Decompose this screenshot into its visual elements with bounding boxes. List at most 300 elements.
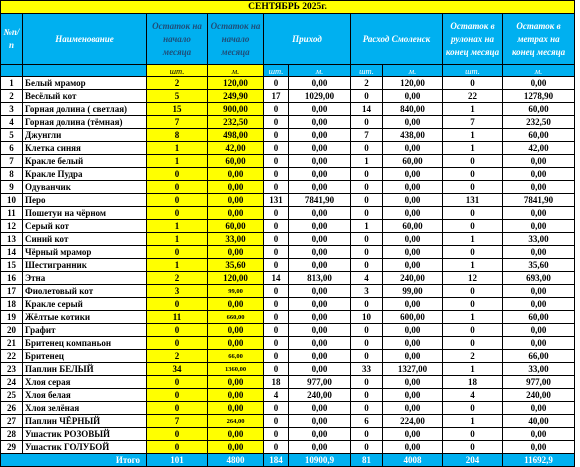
income-m-cell[interactable]: 0,00	[289, 337, 351, 350]
income-qty-cell[interactable]: 0	[264, 350, 289, 363]
units-blank[interactable]	[23, 65, 147, 77]
income-m-cell[interactable]: 977,00	[289, 376, 351, 389]
total-om[interactable]: 4800	[208, 454, 264, 467]
expense-m-cell[interactable]: 0,00	[383, 324, 443, 337]
expense-qty-cell[interactable]: 1	[351, 220, 383, 233]
income-qty-cell[interactable]: 0	[264, 298, 289, 311]
item-name[interactable]: Шестигранник	[23, 259, 147, 272]
opening-m-cell[interactable]: 120,00	[208, 272, 264, 285]
closing-rolls-cell[interactable]: 0	[443, 181, 503, 194]
item-name[interactable]: Паплин БЕЛЫЙ	[23, 363, 147, 376]
item-name[interactable]: Бритенец	[23, 350, 147, 363]
expense-qty-cell[interactable]: 0	[351, 207, 383, 220]
opening-qty-cell[interactable]: 0	[147, 441, 208, 454]
expense-qty-cell[interactable]: 14	[351, 103, 383, 116]
expense-m-cell[interactable]: 0,00	[383, 402, 443, 415]
income-m-cell[interactable]: 0,00	[289, 155, 351, 168]
closing-m-cell[interactable]: 42,00	[503, 142, 575, 155]
closing-m-cell[interactable]: 977,00	[503, 376, 575, 389]
expense-qty-cell[interactable]: 7	[351, 129, 383, 142]
item-name[interactable]: Бритенец компаньон	[23, 337, 147, 350]
expense-qty-cell[interactable]: 0	[351, 376, 383, 389]
expense-m-cell[interactable]: 0,00	[383, 350, 443, 363]
opening-qty-cell[interactable]: 1	[147, 155, 208, 168]
income-m-cell[interactable]: 0,00	[289, 350, 351, 363]
row-number[interactable]: 16	[1, 272, 23, 285]
header-closing-rolls[interactable]: Остаток в рулонах на конец месяца	[443, 14, 503, 65]
expense-m-cell[interactable]: 0,00	[383, 142, 443, 155]
closing-rolls-cell[interactable]: 0	[443, 441, 503, 454]
item-name[interactable]: Серый кот	[23, 220, 147, 233]
income-qty-cell[interactable]: 0	[264, 363, 289, 376]
income-qty-cell[interactable]: 0	[264, 181, 289, 194]
expense-m-cell[interactable]: 0,00	[383, 298, 443, 311]
header-opening-qty[interactable]: Остаток на начало месяца	[147, 14, 208, 65]
unit-cell[interactable]: шт.	[147, 65, 208, 77]
expense-qty-cell[interactable]: 10	[351, 311, 383, 324]
opening-qty-cell[interactable]: 8	[147, 129, 208, 142]
closing-rolls-cell[interactable]: 131	[443, 194, 503, 207]
income-qty-cell[interactable]: 0	[264, 129, 289, 142]
closing-rolls-cell[interactable]: 0	[443, 298, 503, 311]
income-qty-cell[interactable]: 0	[264, 402, 289, 415]
opening-qty-cell[interactable]: 0	[147, 168, 208, 181]
income-m-cell[interactable]: 0,00	[289, 77, 351, 90]
income-qty-cell[interactable]: 0	[264, 77, 289, 90]
item-name[interactable]: Фиолетовый кот	[23, 285, 147, 298]
opening-qty-cell[interactable]: 1	[147, 259, 208, 272]
closing-m-cell[interactable]: 0,00	[503, 324, 575, 337]
row-number[interactable]: 19	[1, 311, 23, 324]
opening-m-cell[interactable]: 0,00	[208, 246, 264, 259]
expense-m-cell[interactable]: 120,00	[383, 77, 443, 90]
income-m-cell[interactable]: 0,00	[289, 402, 351, 415]
income-qty-cell[interactable]: 0	[264, 103, 289, 116]
opening-qty-cell[interactable]: 0	[147, 194, 208, 207]
item-name[interactable]: Графит	[23, 324, 147, 337]
income-qty-cell[interactable]: 0	[264, 441, 289, 454]
closing-m-cell[interactable]: 0,00	[503, 220, 575, 233]
income-m-cell[interactable]: 0,00	[289, 103, 351, 116]
closing-rolls-cell[interactable]: 0	[443, 207, 503, 220]
closing-m-cell[interactable]: 0,00	[503, 441, 575, 454]
opening-m-cell[interactable]: 0,00	[208, 337, 264, 350]
expense-qty-cell[interactable]: 0	[351, 246, 383, 259]
expense-qty-cell[interactable]: 0	[351, 441, 383, 454]
opening-m-cell[interactable]: 0,00	[208, 298, 264, 311]
opening-qty-cell[interactable]: 2	[147, 77, 208, 90]
closing-rolls-cell[interactable]: 0	[443, 220, 503, 233]
closing-m-cell[interactable]: 33,00	[503, 363, 575, 376]
income-qty-cell[interactable]: 0	[264, 337, 289, 350]
income-m-cell[interactable]: 0,00	[289, 129, 351, 142]
expense-m-cell[interactable]: 240,00	[383, 272, 443, 285]
income-m-cell[interactable]: 0,00	[289, 246, 351, 259]
closing-rolls-cell[interactable]: 0	[443, 324, 503, 337]
closing-rolls-cell[interactable]: 1	[443, 259, 503, 272]
item-name[interactable]: Хлоя серая	[23, 376, 147, 389]
opening-m-cell[interactable]: 0,00	[208, 441, 264, 454]
income-m-cell[interactable]: 240,00	[289, 389, 351, 402]
header-num[interactable]: №п/п	[1, 14, 23, 65]
opening-m-cell[interactable]: 660,00	[208, 311, 264, 324]
item-name[interactable]: Хлоя белая	[23, 389, 147, 402]
closing-rolls-cell[interactable]: 12	[443, 272, 503, 285]
row-number[interactable]: 26	[1, 402, 23, 415]
opening-qty-cell[interactable]: 0	[147, 246, 208, 259]
opening-m-cell[interactable]: 0,00	[208, 207, 264, 220]
income-qty-cell[interactable]: 0	[264, 324, 289, 337]
expense-qty-cell[interactable]: 0	[351, 181, 383, 194]
income-qty-cell[interactable]: 0	[264, 428, 289, 441]
income-m-cell[interactable]: 0,00	[289, 142, 351, 155]
expense-m-cell[interactable]: 0,00	[383, 194, 443, 207]
opening-m-cell[interactable]: 0,00	[208, 402, 264, 415]
income-m-cell[interactable]: 0,00	[289, 285, 351, 298]
row-number[interactable]: 8	[1, 168, 23, 181]
row-number[interactable]: 17	[1, 285, 23, 298]
closing-rolls-cell[interactable]: 22	[443, 90, 503, 103]
closing-m-cell[interactable]: 60,00	[503, 129, 575, 142]
closing-m-cell[interactable]: 0,00	[503, 428, 575, 441]
closing-m-cell[interactable]: 0,00	[503, 298, 575, 311]
opening-m-cell[interactable]: 249,90	[208, 90, 264, 103]
closing-m-cell[interactable]: 33,00	[503, 233, 575, 246]
item-name[interactable]: Весёлый кот	[23, 90, 147, 103]
closing-rolls-cell[interactable]: 0	[443, 246, 503, 259]
income-m-cell[interactable]: 0,00	[289, 207, 351, 220]
row-number[interactable]: 6	[1, 142, 23, 155]
closing-rolls-cell[interactable]: 1	[443, 363, 503, 376]
row-number[interactable]: 13	[1, 233, 23, 246]
item-name[interactable]: Жёлтые котики	[23, 311, 147, 324]
row-number[interactable]: 11	[1, 207, 23, 220]
opening-qty-cell[interactable]: 0	[147, 337, 208, 350]
total-oq[interactable]: 101	[147, 454, 208, 467]
sheet-title[interactable]: СЕНТЯБРЬ 2025г.	[1, 1, 575, 14]
income-qty-cell[interactable]: 131	[264, 194, 289, 207]
row-number[interactable]: 2	[1, 90, 23, 103]
row-number[interactable]: 28	[1, 428, 23, 441]
opening-qty-cell[interactable]: 0	[147, 402, 208, 415]
total-em[interactable]: 4008	[383, 454, 443, 467]
income-qty-cell[interactable]: 0	[264, 142, 289, 155]
opening-m-cell[interactable]: 0,00	[208, 376, 264, 389]
row-number[interactable]: 27	[1, 415, 23, 428]
header-income[interactable]: Приход	[264, 14, 351, 65]
expense-m-cell[interactable]: 0,00	[383, 168, 443, 181]
opening-m-cell[interactable]: 0,00	[208, 324, 264, 337]
opening-qty-cell[interactable]: 1	[147, 233, 208, 246]
expense-m-cell[interactable]: 0,00	[383, 337, 443, 350]
total-im[interactable]: 10900,9	[289, 454, 351, 467]
unit-cell[interactable]: шт.	[443, 65, 503, 77]
closing-rolls-cell[interactable]: 0	[443, 155, 503, 168]
opening-qty-cell[interactable]: 0	[147, 428, 208, 441]
row-number[interactable]: 21	[1, 337, 23, 350]
income-m-cell[interactable]: 1029,00	[289, 90, 351, 103]
item-name[interactable]: Клетка синяя	[23, 142, 147, 155]
item-name[interactable]: Горная долина (тёмная)	[23, 116, 147, 129]
opening-m-cell[interactable]: 900,00	[208, 103, 264, 116]
expense-m-cell[interactable]: 0,00	[383, 181, 443, 194]
item-name[interactable]: Кракле серый	[23, 298, 147, 311]
closing-m-cell[interactable]: 0,00	[503, 155, 575, 168]
income-qty-cell[interactable]: 0	[264, 259, 289, 272]
total-eq[interactable]: 81	[351, 454, 383, 467]
opening-m-cell[interactable]: 498,00	[208, 129, 264, 142]
closing-rolls-cell[interactable]: 0	[443, 428, 503, 441]
closing-m-cell[interactable]: 0,00	[503, 285, 575, 298]
opening-m-cell[interactable]: 120,00	[208, 77, 264, 90]
opening-qty-cell[interactable]: 1	[147, 142, 208, 155]
income-m-cell[interactable]: 0,00	[289, 181, 351, 194]
header-name[interactable]: Наименование	[23, 14, 147, 65]
income-m-cell[interactable]: 0,00	[289, 324, 351, 337]
opening-qty-cell[interactable]: 0	[147, 207, 208, 220]
expense-qty-cell[interactable]: 0	[351, 389, 383, 402]
income-qty-cell[interactable]: 0	[264, 220, 289, 233]
closing-m-cell[interactable]: 240,00	[503, 389, 575, 402]
closing-rolls-cell[interactable]: 0	[443, 285, 503, 298]
expense-m-cell[interactable]: 0,00	[383, 259, 443, 272]
expense-m-cell[interactable]: 0,00	[383, 389, 443, 402]
income-m-cell[interactable]: 0,00	[289, 168, 351, 181]
opening-m-cell[interactable]: 264,00	[208, 415, 264, 428]
item-name[interactable]: Пошетуи на чёрном	[23, 207, 147, 220]
closing-rolls-cell[interactable]: 1	[443, 311, 503, 324]
closing-rolls-cell[interactable]: 4	[443, 389, 503, 402]
units-blank[interactable]	[1, 65, 23, 77]
closing-m-cell[interactable]: 0,00	[503, 77, 575, 90]
item-name[interactable]: Чёрный мрамор	[23, 246, 147, 259]
income-m-cell[interactable]: 0,00	[289, 298, 351, 311]
income-m-cell[interactable]: 0,00	[289, 233, 351, 246]
item-name[interactable]: Хлоя зелёная	[23, 402, 147, 415]
expense-m-cell[interactable]: 0,00	[383, 376, 443, 389]
income-qty-cell[interactable]: 0	[264, 415, 289, 428]
row-number[interactable]: 18	[1, 298, 23, 311]
opening-m-cell[interactable]: 0,00	[208, 194, 264, 207]
income-qty-cell[interactable]: 0	[264, 155, 289, 168]
row-number[interactable]: 10	[1, 194, 23, 207]
closing-m-cell[interactable]: 0,00	[503, 402, 575, 415]
expense-m-cell[interactable]: 60,00	[383, 155, 443, 168]
opening-qty-cell[interactable]: 0	[147, 324, 208, 337]
row-number[interactable]: 14	[1, 246, 23, 259]
item-name[interactable]: Кракле белый	[23, 155, 147, 168]
item-name[interactable]: Перо	[23, 194, 147, 207]
closing-rolls-cell[interactable]: 7	[443, 116, 503, 129]
expense-qty-cell[interactable]: 0	[351, 116, 383, 129]
totals-label[interactable]: Итого	[1, 454, 147, 467]
opening-qty-cell[interactable]: 34	[147, 363, 208, 376]
expense-m-cell[interactable]: 0,00	[383, 207, 443, 220]
row-number[interactable]: 1	[1, 77, 23, 90]
expense-qty-cell[interactable]: 0	[351, 428, 383, 441]
closing-m-cell[interactable]: 232,50	[503, 116, 575, 129]
opening-m-cell[interactable]: 42,00	[208, 142, 264, 155]
opening-m-cell[interactable]: 1360,00	[208, 363, 264, 376]
expense-m-cell[interactable]: 224,00	[383, 415, 443, 428]
closing-rolls-cell[interactable]: 1	[443, 129, 503, 142]
unit-cell[interactable]: шт.	[351, 65, 383, 77]
expense-m-cell[interactable]: 0,00	[383, 116, 443, 129]
opening-m-cell[interactable]: 0,00	[208, 389, 264, 402]
expense-qty-cell[interactable]: 33	[351, 363, 383, 376]
expense-qty-cell[interactable]: 4	[351, 272, 383, 285]
row-number[interactable]: 23	[1, 363, 23, 376]
item-name[interactable]: Ушастик РОЗОВЫЙ	[23, 428, 147, 441]
opening-qty-cell[interactable]: 0	[147, 298, 208, 311]
opening-m-cell[interactable]: 99,00	[208, 285, 264, 298]
income-qty-cell[interactable]: 0	[264, 246, 289, 259]
closing-m-cell[interactable]: 0,00	[503, 168, 575, 181]
expense-m-cell[interactable]: 60,00	[383, 220, 443, 233]
unit-cell[interactable]: м.	[503, 65, 575, 77]
item-name[interactable]: Ушастик ГОЛУБОЙ	[23, 441, 147, 454]
item-name[interactable]: Белый мрамор	[23, 77, 147, 90]
row-number[interactable]: 4	[1, 116, 23, 129]
expense-qty-cell[interactable]: 0	[351, 90, 383, 103]
unit-cell[interactable]: м.	[383, 65, 443, 77]
header-expense[interactable]: Расход Смоленск	[351, 14, 443, 65]
total-iq[interactable]: 184	[264, 454, 289, 467]
row-number[interactable]: 15	[1, 259, 23, 272]
income-qty-cell[interactable]: 18	[264, 376, 289, 389]
opening-m-cell[interactable]: 232,50	[208, 116, 264, 129]
opening-m-cell[interactable]: 35,60	[208, 259, 264, 272]
expense-qty-cell[interactable]: 0	[351, 259, 383, 272]
closing-rolls-cell[interactable]: 1	[443, 415, 503, 428]
expense-m-cell[interactable]: 840,00	[383, 103, 443, 116]
item-name[interactable]: Этна	[23, 272, 147, 285]
closing-rolls-cell[interactable]: 2	[443, 350, 503, 363]
unit-cell[interactable]: шт.	[264, 65, 289, 77]
item-name[interactable]: Синий кот	[23, 233, 147, 246]
closing-rolls-cell[interactable]: 1	[443, 142, 503, 155]
income-qty-cell[interactable]: 0	[264, 233, 289, 246]
income-qty-cell[interactable]: 0	[264, 207, 289, 220]
closing-rolls-cell[interactable]: 0	[443, 402, 503, 415]
opening-qty-cell[interactable]: 0	[147, 376, 208, 389]
row-number[interactable]: 20	[1, 324, 23, 337]
income-qty-cell[interactable]: 0	[264, 168, 289, 181]
closing-m-cell[interactable]: 0,00	[503, 207, 575, 220]
expense-m-cell[interactable]: 0,00	[383, 428, 443, 441]
opening-qty-cell[interactable]: 1	[147, 220, 208, 233]
total-cr[interactable]: 204	[443, 454, 503, 467]
row-number[interactable]: 5	[1, 129, 23, 142]
item-name[interactable]: Горная долина ( светлая)	[23, 103, 147, 116]
row-number[interactable]: 25	[1, 389, 23, 402]
row-number[interactable]: 7	[1, 155, 23, 168]
row-number[interactable]: 3	[1, 103, 23, 116]
closing-m-cell[interactable]: 0,00	[503, 337, 575, 350]
income-m-cell[interactable]: 813,00	[289, 272, 351, 285]
expense-m-cell[interactable]: 99,00	[383, 285, 443, 298]
expense-qty-cell[interactable]: 1	[351, 155, 383, 168]
opening-m-cell[interactable]: 60,00	[208, 155, 264, 168]
closing-m-cell[interactable]: 66,00	[503, 350, 575, 363]
item-name[interactable]: Одуванчик	[23, 181, 147, 194]
row-number[interactable]: 22	[1, 350, 23, 363]
closing-m-cell[interactable]: 40,00	[503, 415, 575, 428]
opening-m-cell[interactable]: 60,00	[208, 220, 264, 233]
header-closing-m[interactable]: Остаток в метрах на конец месяца	[503, 14, 575, 65]
closing-m-cell[interactable]: 60,00	[503, 311, 575, 324]
item-name[interactable]: Джунгли	[23, 129, 147, 142]
row-number[interactable]: 29	[1, 441, 23, 454]
income-qty-cell[interactable]: 4	[264, 389, 289, 402]
income-m-cell[interactable]: 0,00	[289, 259, 351, 272]
opening-m-cell[interactable]: 0,00	[208, 181, 264, 194]
income-m-cell[interactable]: 0,00	[289, 311, 351, 324]
total-cm[interactable]: 11692,9	[503, 454, 575, 467]
opening-qty-cell[interactable]: 11	[147, 311, 208, 324]
opening-qty-cell[interactable]: 7	[147, 415, 208, 428]
opening-qty-cell[interactable]: 7	[147, 116, 208, 129]
expense-qty-cell[interactable]: 0	[351, 350, 383, 363]
expense-qty-cell[interactable]: 0	[351, 233, 383, 246]
opening-qty-cell[interactable]: 0	[147, 389, 208, 402]
row-number[interactable]: 12	[1, 220, 23, 233]
unit-cell[interactable]: м.	[208, 65, 264, 77]
expense-qty-cell[interactable]: 0	[351, 194, 383, 207]
income-qty-cell[interactable]: 0	[264, 311, 289, 324]
opening-qty-cell[interactable]: 2	[147, 350, 208, 363]
closing-rolls-cell[interactable]: 1	[443, 233, 503, 246]
closing-m-cell[interactable]: 693,00	[503, 272, 575, 285]
opening-m-cell[interactable]: 0,00	[208, 168, 264, 181]
closing-m-cell[interactable]: 0,00	[503, 181, 575, 194]
expense-qty-cell[interactable]: 6	[351, 415, 383, 428]
income-m-cell[interactable]: 0,00	[289, 363, 351, 376]
expense-m-cell[interactable]: 1327,00	[383, 363, 443, 376]
income-m-cell[interactable]: 0,00	[289, 220, 351, 233]
expense-qty-cell[interactable]: 0	[351, 402, 383, 415]
expense-m-cell[interactable]: 0,00	[383, 441, 443, 454]
expense-m-cell[interactable]: 0,00	[383, 246, 443, 259]
income-m-cell[interactable]: 0,00	[289, 428, 351, 441]
expense-m-cell[interactable]: 600,00	[383, 311, 443, 324]
opening-qty-cell[interactable]: 0	[147, 181, 208, 194]
expense-qty-cell[interactable]: 0	[351, 298, 383, 311]
opening-qty-cell[interactable]: 15	[147, 103, 208, 116]
opening-m-cell[interactable]: 66,00	[208, 350, 264, 363]
opening-qty-cell[interactable]: 5	[147, 90, 208, 103]
closing-rolls-cell[interactable]: 0	[443, 168, 503, 181]
closing-rolls-cell[interactable]: 0	[443, 337, 503, 350]
closing-rolls-cell[interactable]: 0	[443, 77, 503, 90]
income-m-cell[interactable]: 0,00	[289, 116, 351, 129]
expense-qty-cell[interactable]: 0	[351, 168, 383, 181]
closing-rolls-cell[interactable]: 1	[443, 103, 503, 116]
row-number[interactable]: 9	[1, 181, 23, 194]
closing-m-cell[interactable]: 0,00	[503, 246, 575, 259]
income-m-cell[interactable]: 0,00	[289, 415, 351, 428]
item-name[interactable]: Кракле Пудра	[23, 168, 147, 181]
item-name[interactable]: Паплин ЧЁРНЫЙ	[23, 415, 147, 428]
opening-qty-cell[interactable]: 3	[147, 285, 208, 298]
closing-m-cell[interactable]: 1278,90	[503, 90, 575, 103]
closing-rolls-cell[interactable]: 18	[443, 376, 503, 389]
expense-m-cell[interactable]: 438,00	[383, 129, 443, 142]
opening-m-cell[interactable]: 0,00	[208, 428, 264, 441]
expense-qty-cell[interactable]: 0	[351, 142, 383, 155]
expense-m-cell[interactable]: 0,00	[383, 90, 443, 103]
closing-m-cell[interactable]: 7841,90	[503, 194, 575, 207]
